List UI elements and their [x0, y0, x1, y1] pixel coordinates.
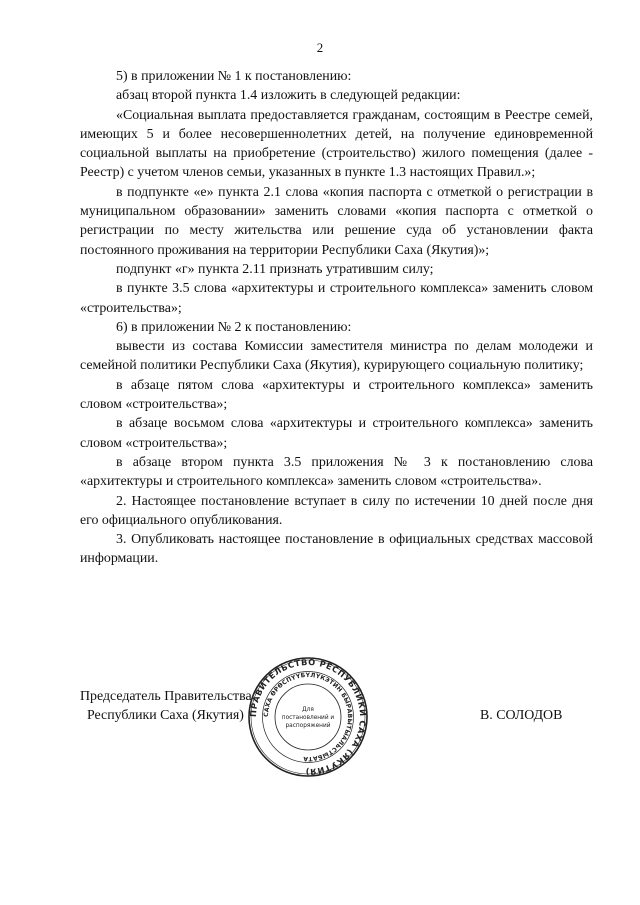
paragraph-commission: вывести из состава Комиссии заместителя министра по делам молодежи и семейной политики Республики Саха (Якутия), курирующего социальную политику; [80, 339, 593, 374]
paragraph-abzac-8: в абзаце восьмом слова «архитектуры и строительного комплекса» заменить словом «строительства»; [80, 416, 593, 451]
seal-inner-text: САХА ӨРӨСПҮҮБҮЛҮКЭТИН БЫРАВЫТЫАЛЬСТЫБАТА [262, 671, 354, 763]
official-seal-icon [247, 656, 369, 778]
document-body [80, 67, 593, 569]
paragraph-effective-date: 2. Настоящее постановление вступает в силу по истечении 10 дней после дня его официального опубликования. [80, 493, 593, 528]
paragraph-quote-social-payment: «Социальная выплата предоставляется гражданам, состоящим в Реестре семей, имеющих 5 и более несовершеннолетних детей, на получение единовременной социальной выплаты на приобретение (строительство) жилого помещения (далее - Реестр) с учетом членов семьи, указанных в пункте 1.3 настоящих Правил.»; [80, 107, 593, 181]
paragraph-item-5: 5) в приложении № 1 к постановлению: [116, 69, 352, 84]
paragraph-item-3-5: в пункте 3.5 слова «архитектуры и строительного комплекса» заменить словом «строительства»; [80, 281, 593, 316]
signature-position-line1: Председатель Правительства [80, 689, 252, 704]
signature-position [80, 687, 252, 725]
paragraph-abzac-1-4: абзац второй пункта 1.4 изложить в следующей редакции: [116, 88, 461, 104]
signature-position-line2: Республики Саха (Якутия) [87, 708, 244, 723]
paragraph-appendix-3: в абзаце втором пункта 3.5 приложения № 3 к постановлению слова «архитектуры и строительного комплекса» заменить словом «строительства». [80, 454, 593, 490]
signature-name: В. СОЛОДОВ [480, 708, 563, 723]
paragraph-subitem-e: в подпункте «е» пункта 2.1 слова «копия паспорта с отметкой о регистрации в муниципальном образовании» заменить словами «копия паспорта с отметкой о регистрации по месту жительства или решение суда об установлении факта постоянного проживания на территории Республики Саха (Якутия)»; [80, 184, 593, 258]
paragraph-subitem-g: подпункт «г» пункта 2.11 признать утратившим силу; [116, 261, 434, 277]
page-number: 2 [316, 40, 324, 55]
seal-outer-text: ПРАВИТЕЛЬСТВО РЕСПУБЛИКИ САХА (ЯКУТИЯ) [247, 656, 369, 778]
paragraph-publication: 3. Опубликовать настоящее постановление в официальных средствах массовой информации. [80, 532, 593, 567]
paragraph-item-6: 6) в приложении № 2 к постановлению: [116, 319, 352, 335]
paragraph-abzac-5: в абзаце пятом слова «архитектуры и строительного комплекса» заменить словом «строительства»; [80, 377, 593, 413]
seal-center-line1: Для [302, 707, 314, 713]
seal-center-line2: постановлений и [281, 715, 335, 721]
seal-center-line3: распоряжений [285, 723, 331, 729]
